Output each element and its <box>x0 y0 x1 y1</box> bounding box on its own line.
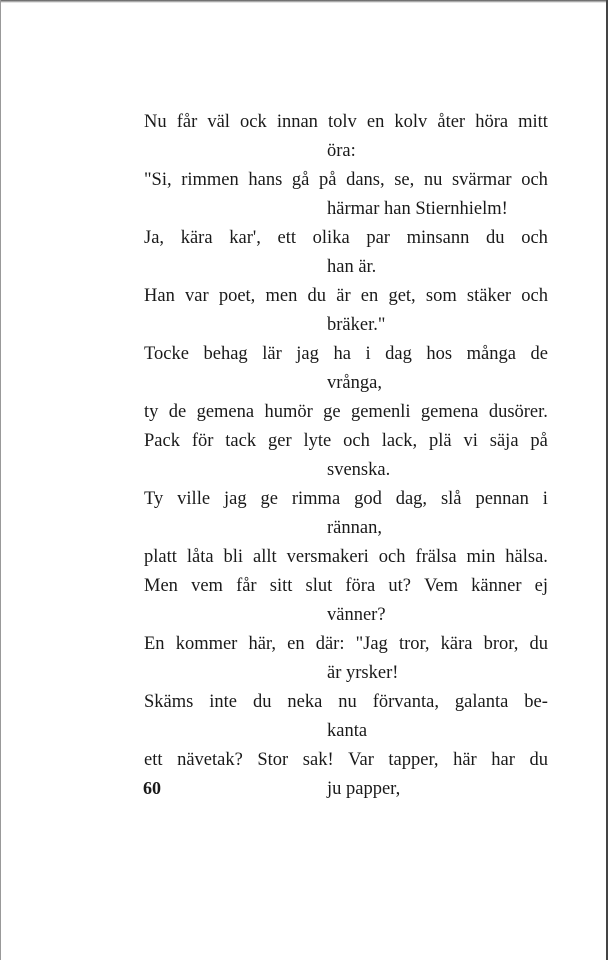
word: neka <box>287 692 323 712</box>
word: ett <box>144 750 163 770</box>
word: Var <box>348 750 374 770</box>
page-left-edge <box>0 0 1 960</box>
word: poet, <box>218 286 256 306</box>
word: Nu <box>144 112 167 132</box>
word: Ty <box>144 489 164 509</box>
word: hos <box>426 344 453 364</box>
word: lack, <box>381 431 418 451</box>
word: låta <box>186 547 214 567</box>
poem-line-continuation: vrånga, <box>327 373 382 393</box>
word: se, <box>394 170 415 190</box>
poem-line <box>144 398 548 427</box>
word: kära <box>440 634 473 654</box>
word: säja <box>489 431 519 451</box>
poem-line-continuation: öra: <box>327 141 356 161</box>
word: svärmar <box>451 170 512 190</box>
poem-line <box>144 572 548 601</box>
word: par <box>366 228 390 248</box>
word: på <box>318 170 337 190</box>
word: behag <box>203 344 248 364</box>
word: känner <box>471 576 522 596</box>
word: ty <box>144 402 159 422</box>
word: gemena <box>196 402 255 422</box>
page-number: 60 <box>143 778 161 798</box>
word: vem <box>191 576 223 596</box>
word: Tocke <box>144 344 189 364</box>
word: tror, <box>398 634 430 654</box>
word: kära <box>180 228 213 248</box>
page-top-edge <box>0 0 608 3</box>
word: "Si, <box>144 170 172 190</box>
word: galanta <box>454 692 509 712</box>
word: min <box>466 547 496 567</box>
word: här, <box>248 634 276 654</box>
word: gemenli <box>350 402 411 422</box>
word: mitt <box>518 112 548 132</box>
word: rimmen <box>181 170 239 190</box>
word: minsann <box>406 228 470 248</box>
word: har <box>491 750 515 770</box>
word: du <box>529 634 548 654</box>
word: en <box>287 634 305 654</box>
poem-line-continuation: bräker." <box>327 315 386 335</box>
word: får <box>236 576 257 596</box>
word: du <box>252 692 272 712</box>
word: get, <box>388 286 416 306</box>
word: de <box>530 344 548 364</box>
poem-line <box>144 340 548 369</box>
word: inte <box>209 692 238 712</box>
word: och <box>343 431 370 451</box>
word: som <box>425 286 457 306</box>
word: ut? <box>388 576 411 596</box>
word: Han <box>144 286 175 306</box>
word: bror, <box>483 634 519 654</box>
word: jag <box>223 489 247 509</box>
word: ha <box>333 344 351 364</box>
word: Pack <box>144 431 180 451</box>
word: tapper, <box>388 750 439 770</box>
word: be- <box>524 692 548 712</box>
word: en <box>360 286 379 306</box>
word: kar', <box>229 228 261 248</box>
poem-line <box>144 630 548 659</box>
word: de <box>168 402 187 422</box>
word: ger <box>267 431 292 451</box>
word: gå <box>291 170 310 190</box>
word: hälsa. <box>505 547 548 567</box>
word: i <box>542 489 548 509</box>
word: kommer <box>175 634 238 654</box>
word: god <box>354 489 382 509</box>
word: pennan <box>475 489 529 509</box>
word: hans <box>248 170 283 190</box>
word: en <box>366 112 385 132</box>
word: på <box>530 431 548 451</box>
word: slå <box>440 489 462 509</box>
word: vi <box>463 431 478 451</box>
word: i <box>365 344 371 364</box>
word: men <box>265 286 298 306</box>
word: dans, <box>346 170 385 190</box>
word: Vem <box>424 576 458 596</box>
poem-line <box>144 282 548 311</box>
word: Skäms <box>144 692 194 712</box>
word: många <box>466 344 516 364</box>
word: sak! <box>302 750 334 770</box>
word: rimma <box>291 489 341 509</box>
word: lär <box>262 344 282 364</box>
word: dag <box>385 344 412 364</box>
word: du <box>529 750 548 770</box>
poem-line-continuation: vänner? <box>327 605 386 625</box>
word: slut <box>305 576 333 596</box>
word: ge <box>260 489 278 509</box>
poem-body <box>144 108 548 804</box>
word: allt <box>253 547 277 567</box>
word: och <box>521 228 548 248</box>
word: tolv <box>328 112 357 132</box>
word: nävetak? <box>177 750 243 770</box>
poem-line <box>144 746 548 775</box>
word: humör <box>264 402 313 422</box>
word: ge <box>323 402 341 422</box>
word: nu <box>338 692 357 712</box>
word: är <box>336 286 351 306</box>
word: förvanta, <box>372 692 439 712</box>
word: kolv <box>394 112 428 132</box>
word: bli <box>223 547 244 567</box>
poem-line <box>144 427 548 456</box>
word: Men <box>144 576 178 596</box>
word: lyte <box>303 431 332 451</box>
word: dusörer. <box>488 402 548 422</box>
poem-line <box>144 543 548 572</box>
word: och <box>521 170 548 190</box>
word: frälsa <box>415 547 457 567</box>
word: där: <box>315 634 345 654</box>
word: var <box>185 286 209 306</box>
word: får <box>176 112 198 132</box>
poem-line-continuation: svenska. <box>327 460 391 480</box>
word: för <box>191 431 214 451</box>
word: dag, <box>395 489 428 509</box>
word: höra <box>475 112 509 132</box>
word: väl <box>207 112 230 132</box>
word: stäker <box>466 286 512 306</box>
word: du <box>307 286 327 306</box>
poem-line-continuation: kanta <box>327 721 368 741</box>
poem-line-continuation: han är. <box>327 257 377 277</box>
word: föra <box>345 576 376 596</box>
word: En <box>144 634 165 654</box>
poem-line-continuation: ju papper, <box>327 779 401 799</box>
word: versmakeri <box>286 547 369 567</box>
word: Stor <box>257 750 289 770</box>
poem-line <box>144 688 548 717</box>
word: platt <box>144 547 177 567</box>
word: gemena <box>420 402 479 422</box>
poem-line <box>144 485 548 514</box>
word: ej <box>534 576 548 596</box>
word: sitt <box>269 576 293 596</box>
word: nu <box>423 170 443 190</box>
poem-line <box>144 166 548 195</box>
poem-line-continuation: rännan, <box>327 518 382 538</box>
word: plä <box>429 431 452 451</box>
poem-line-continuation: är yrsker! <box>327 663 399 683</box>
poem-line <box>144 108 548 137</box>
poem-line-continuation: härmar han Stiernhielm! <box>327 199 508 219</box>
word: "Jag <box>355 634 388 654</box>
word: Ja, <box>144 228 165 248</box>
word: här <box>453 750 477 770</box>
word: ville <box>177 489 211 509</box>
word: ett <box>277 228 296 248</box>
poem-line <box>144 224 548 253</box>
word: ock <box>240 112 267 132</box>
word: och <box>521 286 548 306</box>
word: innan <box>276 112 318 132</box>
word: jag <box>296 344 319 364</box>
word: och <box>378 547 406 567</box>
word: tack <box>225 431 257 451</box>
word: du <box>486 228 505 248</box>
word: åter <box>437 112 466 132</box>
word: olika <box>312 228 350 248</box>
